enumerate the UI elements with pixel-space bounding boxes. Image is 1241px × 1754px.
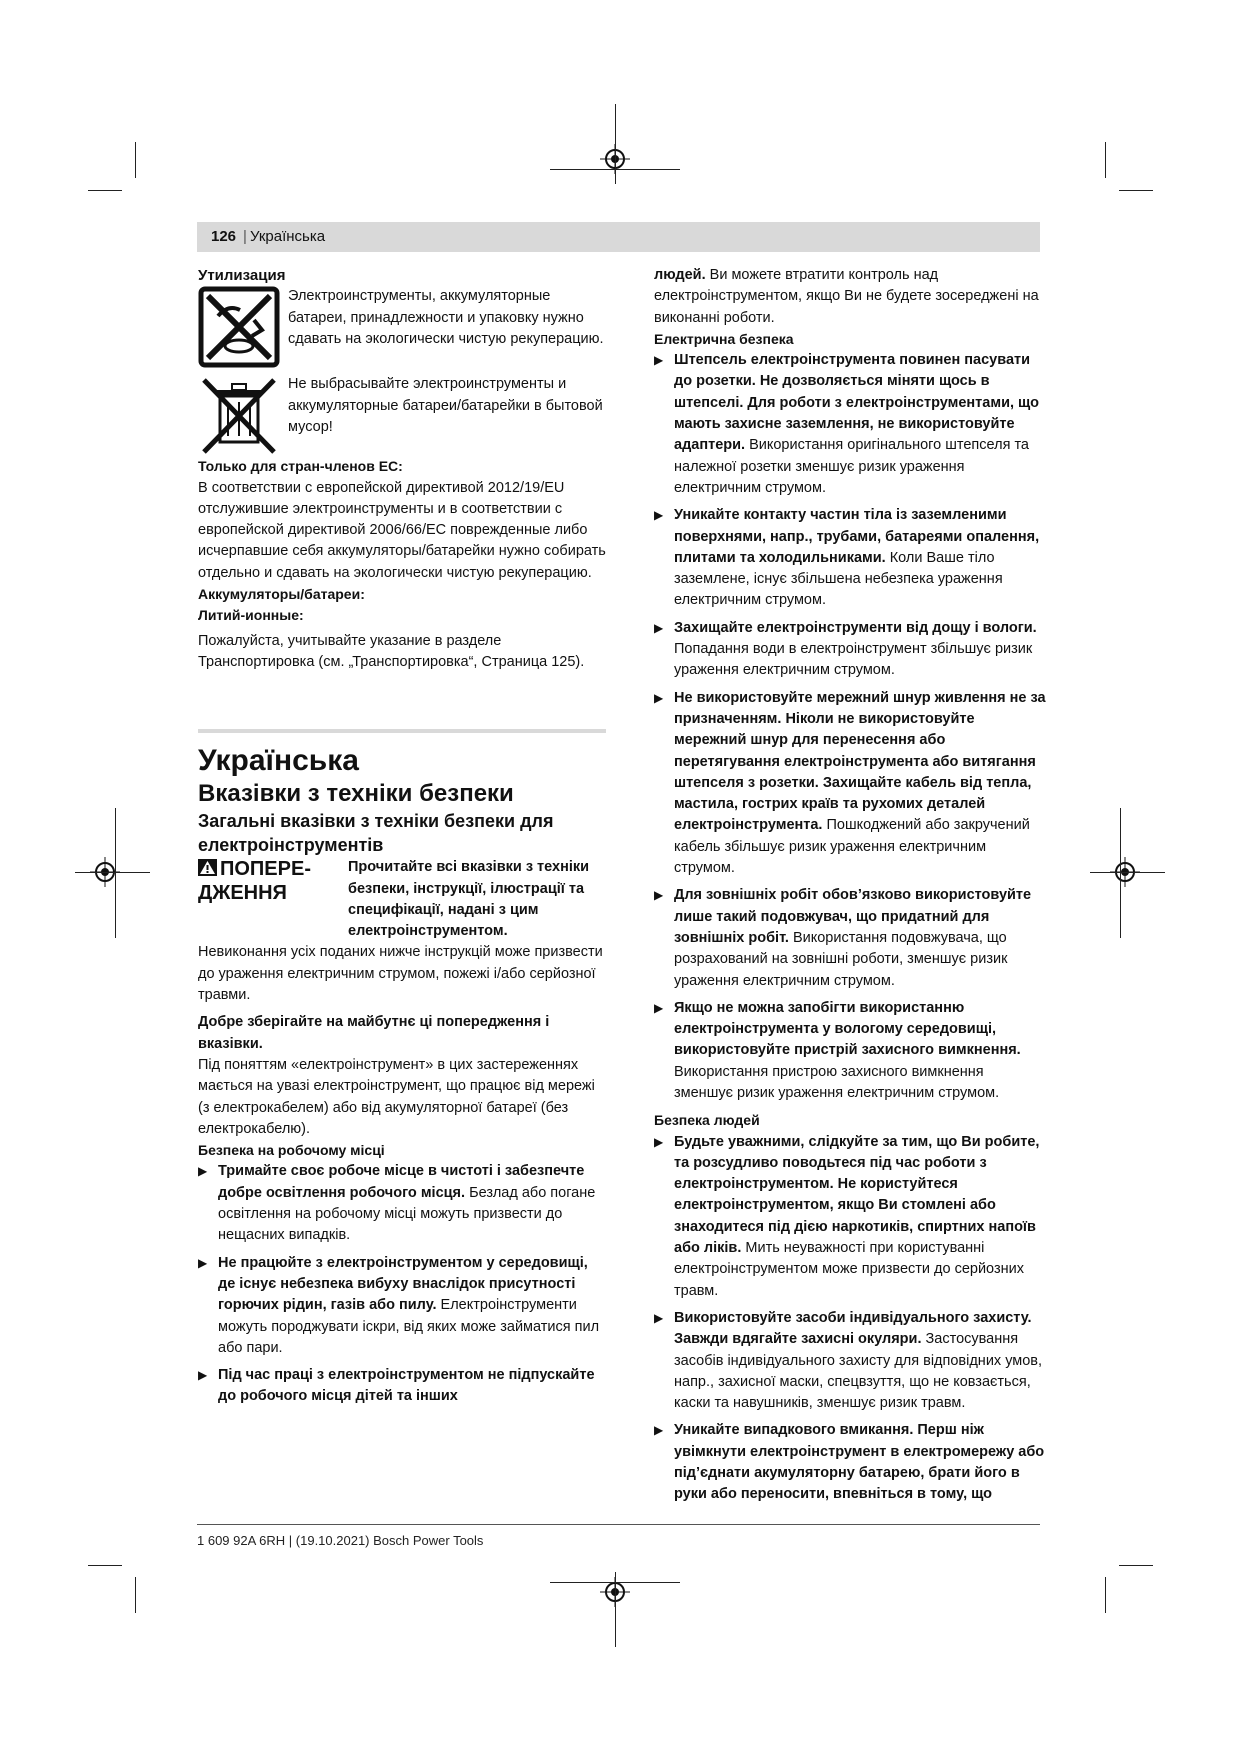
continued-paragraph — [654, 265, 1046, 329]
item-text: Електроінструменти можуть породжувати іскри, від яких може займатися пил або пари. — [218, 1297, 600, 1356]
header-separator: | — [243, 228, 247, 245]
item-bold: Захищайте електроінструменти від дощу і вологи. — [674, 619, 1037, 636]
item-bold: Якщо не можна запобігти використанню електроінструмента у вологому середовищі, використовуйте пристрій захисного вимкнення. — [674, 999, 1021, 1059]
right-column — [654, 265, 1046, 1512]
list-item — [654, 885, 1046, 991]
registration-line — [75, 872, 150, 873]
bullet-arrow-icon: ▶ — [654, 1000, 664, 1015]
crop-mark — [88, 190, 122, 191]
people-list — [654, 1132, 1046, 1506]
bullet-arrow-icon: ▶ — [654, 620, 664, 635]
continued-text: Ви можете втратити контроль над електроінструментом, якщо Ви не будете зосереджені на виконанні роботи. — [654, 267, 1039, 326]
warning-block — [198, 857, 606, 942]
general-title: Загальні вказівки з техніки безпеки для електроінструментів — [198, 811, 554, 856]
crop-mark — [1105, 1577, 1106, 1613]
crop-mark — [135, 1577, 136, 1613]
list-item — [654, 1132, 1046, 1302]
bin-row — [198, 374, 606, 456]
eu-text: В соответствии с европейской директивой 2012/19/EU отслужившие электроинструменты и в соответствии с европейской директивой 2006/66/EC поврежденные либо исчерпавшие себя аккумуляторы/батарейки нужно собирать отдельно и сдавать на экологически чистую рекуперацию. — [198, 479, 606, 581]
footer-text: 1 609 92A 6RH | (19.10.2021) Bosch Power Tools — [197, 1533, 484, 1548]
registration-line — [550, 169, 680, 170]
item-bold: Під час праці з електроінструментом не підпускайте до робочого місця дітей та інших — [218, 1367, 595, 1405]
bullet-arrow-icon: ▶ — [654, 1423, 664, 1438]
item-text: Застосування засобів індивідуального захисту для відповідних умов, напр., захисної маски, спецвзуття, що не ковзається, каски та навушників, зменшує ризик травм. — [674, 1331, 1043, 1412]
electrical-heading: Електрична безпека — [654, 330, 794, 347]
bullet-arrow-icon: ▶ — [654, 888, 664, 903]
item-bold: Штепсель електроінструмента повинен пасувати до розетки. Не дозволяється міняти щось в штепселі. Для роботи з електроінструментами, що мають захисне заземлення, не використовуйте адаптери. — [674, 352, 1039, 454]
warning-bold: Прочитайте всі вказівки з техніки безпеки, інструкції, ілюстрації та специфікації, надані з цим електроінструментом. — [348, 859, 590, 940]
left-column — [198, 265, 606, 1414]
item-text: Безлад або погане освітлення на робочому місці можуть призвести до нещасних випадків. — [218, 1184, 596, 1244]
registration-line — [1120, 808, 1121, 938]
header-language: Українська — [250, 228, 326, 245]
item-bold: Уникайте контакту частин тіла із заземленими поверхнями, напр., трубами, батареями опалення, плитами та холодильниками. — [674, 507, 1040, 566]
item-bold: Тримайте своє робоче місце в чистоті і забезпечте добре освітлення робочого місця. — [218, 1163, 585, 1201]
registration-line — [1090, 872, 1165, 873]
bullet-arrow-icon: ▶ — [654, 1134, 664, 1149]
recycle-crossed-icon — [198, 286, 280, 368]
item-text: Мить неуважності при користуванні електроінструментом може призвести до серйозних травм. — [674, 1240, 1024, 1299]
lithium-text: Пожалуйста, учитывайте указание в разделе Транспортировка (см. „Транспортировка“, Страница 125). — [198, 632, 585, 670]
electrical-list — [654, 350, 1046, 1104]
list-item — [198, 1365, 606, 1408]
item-text: Коли Ваше тіло заземлене, існує збільшена небезпека ураження електричним струмом. — [674, 549, 1003, 609]
batteries-heading: Аккумуляторы/батареи: — [198, 586, 365, 603]
item-bold: Для зовнішніх робіт обов’язково використовуйте лише такий подовжувач, що придатний для зовнішніх робіт. — [674, 887, 1032, 946]
bullet-arrow-icon: ▶ — [654, 508, 664, 523]
lithium-heading: Литий-ионные: — [198, 607, 304, 624]
item-bold: Не використовуйте мережний шнур живлення не за призначенням. Ніколи не використовуйте мережний шнур для перенесення або перетягування електроінструмента або витягання штепселя з розетки. Захищайте кабель від тепла, мастила, гострих країв та рухомих деталей електроінструмента. — [674, 689, 1046, 834]
warning-text: Невиконання усіх поданих нижче інструкцій може призвести до ураження електричним струмом, пожежі і/або серйозної травми. — [198, 944, 603, 1004]
list-item — [654, 998, 1046, 1104]
bullet-arrow-icon: ▶ — [654, 353, 664, 368]
list-item — [654, 350, 1046, 499]
item-text: Пошкоджений або закручений кабель збільшує ризик ураження електричним струмом. — [674, 817, 1030, 877]
item-text: Використання пристрою захисного вимкнення зменшує ризик ураження електричним струмом. — [674, 1063, 1000, 1101]
item-text: Використання оригінального штепселя та належної розетки зменшує ризик ураження електричним струмом. — [674, 437, 1029, 496]
bullet-arrow-icon: ▶ — [198, 1255, 208, 1270]
crop-mark — [135, 142, 136, 178]
page-number: 126 — [211, 228, 237, 245]
eu-heading: Только для стран-членов ЕС: — [198, 458, 403, 475]
crop-mark — [1119, 190, 1153, 191]
list-item — [654, 688, 1046, 880]
item-bold: Будьте уважними, слідкуйте за тим, що Ви робите, та розсудливо поводьтеся під час роботи з електроінструментом. Не користуйтеся електроінструментом, якщо Ви стомлені або знаходитеся під дією наркотиків, спиртних напоїв або ліків. — [674, 1133, 1040, 1257]
workplace-heading: Безпека на робочому місці — [198, 1142, 385, 1159]
crop-mark — [1105, 142, 1106, 178]
section-divider — [198, 729, 606, 733]
bullet-arrow-icon: ▶ — [654, 1310, 664, 1325]
bullet-arrow-icon: ▶ — [198, 1164, 208, 1179]
recycle-row — [198, 286, 606, 368]
registration-line — [615, 1572, 616, 1647]
warning-triangle-icon — [198, 859, 217, 876]
disposal-text-1: Электроинструменты, аккумуляторные батареи, принадлежности и упаковку нужно сдавать на экологически чистую рекуперацию. — [288, 288, 604, 347]
crossed-bin-icon — [198, 374, 280, 456]
warning-label-text: ПОПЕРЕ-ДЖЕННЯ — [198, 858, 311, 905]
footer-line — [197, 1524, 1040, 1525]
list-item — [654, 618, 1046, 682]
list-item — [654, 505, 1046, 611]
keep-instructions: Добре зберігайте на майбутнє ці попередження і вказівки. — [198, 1014, 550, 1052]
item-bold: Використовуйте засоби індивідуального захисту. Завжди вдягайте захисні окуляри. — [674, 1309, 1032, 1348]
disposal-text-2: Не выбрасывайте электроинструменты и аккумуляторные батареи/батарейки в бытовой мусор! — [288, 376, 603, 435]
registration-line — [615, 104, 616, 184]
continued-bold: людей. — [654, 267, 706, 283]
registration-line — [115, 808, 116, 938]
warning-label — [198, 857, 348, 942]
bullet-arrow-icon: ▶ — [198, 1368, 208, 1383]
workplace-list — [198, 1161, 606, 1407]
crop-mark — [1119, 1565, 1153, 1566]
list-item — [654, 1420, 1046, 1505]
disposal-heading: Утилизация — [198, 267, 286, 284]
list-item — [654, 1308, 1046, 1414]
list-item — [198, 1161, 606, 1246]
people-heading: Безпека людей — [654, 1112, 760, 1129]
definition-text: Під поняттям «електроінструмент» в цих застереженнях мається на увазі електроінструмент, що працює від мережі (з електрокабелем) або від акумуляторної батареї (без електрокабелю). — [198, 1056, 595, 1137]
item-text: Попадання води в електроінструмент збільшує ризик ураження електричним струмом. — [674, 641, 1033, 679]
bullet-arrow-icon: ▶ — [654, 690, 664, 705]
item-bold: Уникайте випадкового вмикання. Перш ніж увімкнути електроінструмент в електромережу або під’єднати акумуляторну батарею, брати його в руки або переносити, впевніться в тому, що — [674, 1422, 1045, 1503]
crop-mark — [88, 1565, 122, 1566]
safety-title: Вказівки з техніки безпеки — [198, 780, 514, 808]
language-title: Українська — [198, 744, 359, 778]
item-bold: Не працюйте з електроінструментом у середовищі, де існує небезпека вибуху внаслідок присутності горючих рідин, газів або пилу. — [218, 1254, 588, 1314]
item-text: Використання подовжувача, що розрахований на зовнішні роботи, зменшує ризик ураження електричним струмом. — [674, 929, 1008, 989]
list-item — [198, 1253, 606, 1359]
registration-line — [550, 1582, 680, 1583]
